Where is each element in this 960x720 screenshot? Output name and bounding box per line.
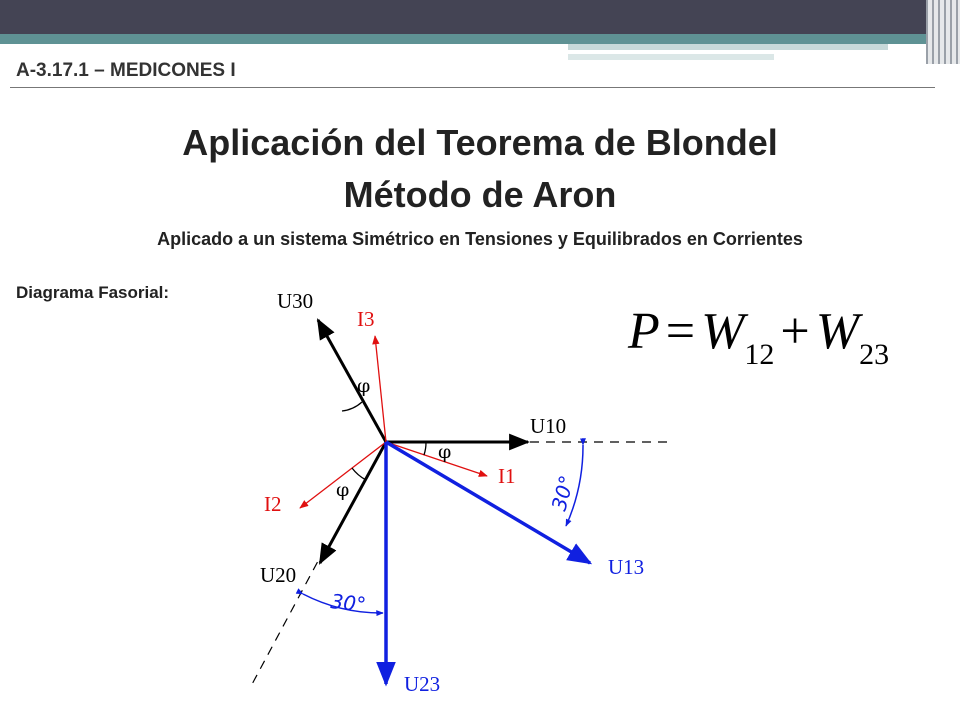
label-phi-3: φ: [336, 479, 350, 501]
label-u30: U30: [277, 289, 314, 313]
formula-sub2: 23: [859, 338, 890, 371]
label-i2: I2: [264, 492, 282, 516]
label-i3: I3: [357, 307, 375, 331]
label-u20: U20: [260, 563, 297, 587]
phi-arc-3: [352, 468, 366, 480]
slide-subtitle: Aplicado a un sistema Simétrico en Tensiones y Equilibrados en Corrientes: [157, 229, 803, 249]
label-phi-2: φ: [357, 375, 371, 397]
label-angle-30-bottom: 30°: [329, 589, 368, 617]
label-i1: I1: [498, 464, 516, 488]
slide-title: Aplicación del Teorema de Blondel: [182, 122, 778, 163]
label-u10: U10: [530, 414, 567, 438]
formula-sub1: 12: [744, 338, 775, 371]
slide-title-line2: Método de Aron: [343, 174, 617, 215]
phi-arc-1: [424, 442, 426, 455]
label-u13: U13: [608, 555, 645, 579]
formula-equals: =: [665, 303, 696, 360]
section-label: A-3.17.1 – MEDICONES I: [16, 60, 236, 81]
diagram-label: Diagrama Fasorial:: [16, 283, 170, 302]
formula-term1: W: [701, 303, 745, 360]
formula-lhs: P: [628, 303, 660, 360]
phasor-u20: [320, 442, 386, 563]
formula-plus: +: [780, 303, 810, 360]
label-angle-30-right: 30°: [546, 472, 580, 514]
phi-arc-2: [342, 402, 362, 411]
label-u23: U23: [404, 672, 441, 696]
label-phi-1: φ: [438, 441, 452, 463]
formula-term2: W: [815, 303, 860, 360]
